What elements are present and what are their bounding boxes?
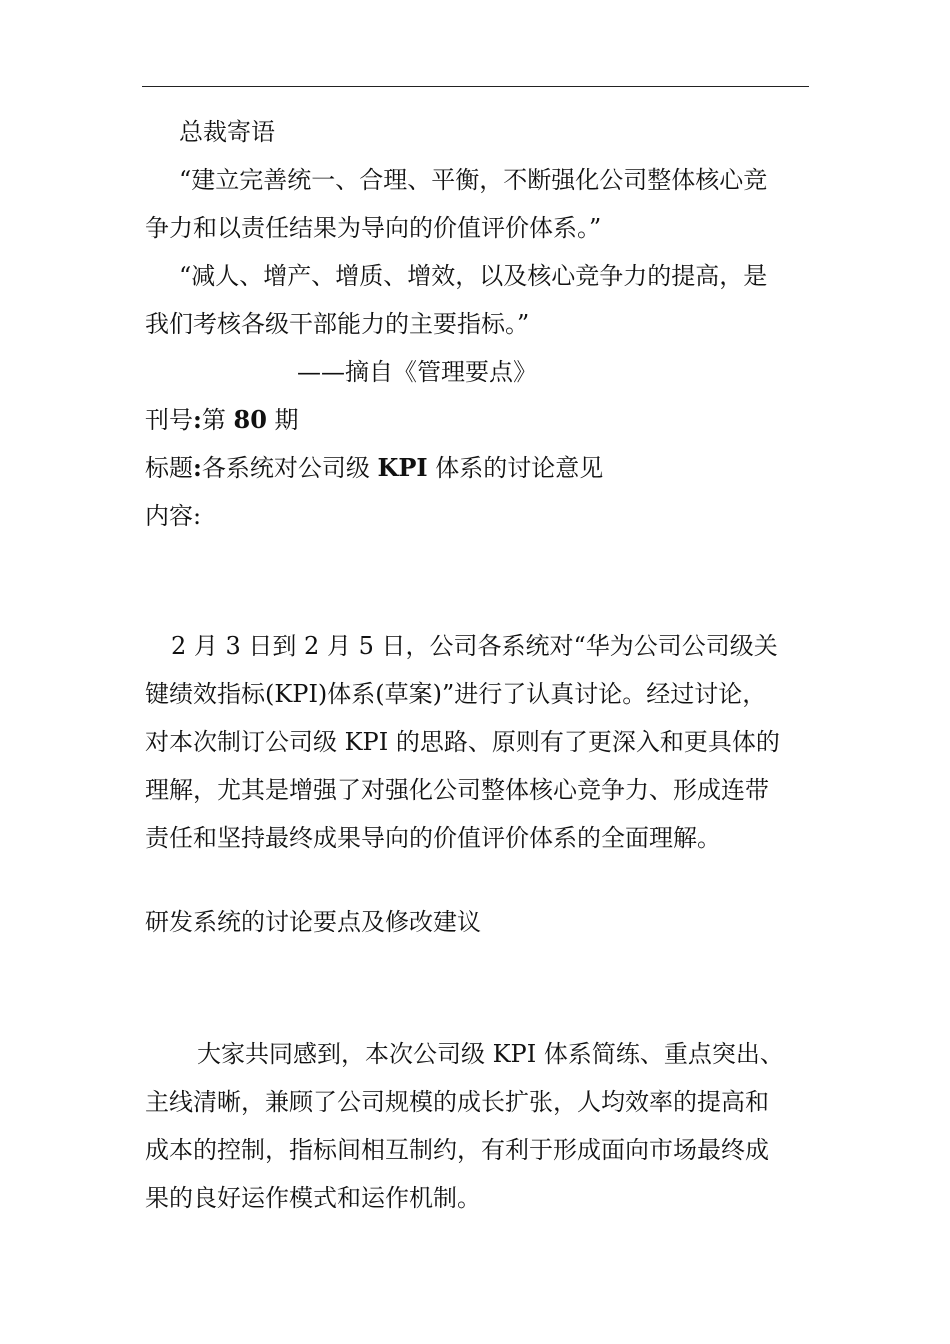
title-kpi: KPI [377, 453, 428, 482]
para-2-line-4: 果的良好运作模式和运作机制。 [145, 1184, 481, 1212]
title-line [145, 444, 808, 492]
motto-quote-2-line-1: “减人、增产、增质、增效，以及核心竞争力的提高，是 [179, 262, 768, 290]
blank-line [145, 540, 808, 588]
issue-colon: : [193, 405, 202, 434]
para-1-line-1: 2 月 3 日到 2 月 5 日，公司各系统对“华为公司公司级关 [171, 632, 778, 660]
motto-heading: 总裁寄语 [179, 118, 275, 146]
header-rule [142, 86, 809, 87]
para-1-line-4: 理解，尤其是增强了对强化公司整体核心竞争力、形成连带 [145, 776, 769, 804]
issue-line [145, 396, 808, 444]
motto-quote-2-line-2: 我们考核各级干部能力的主要指标。” [145, 310, 530, 338]
para-2-line-3: 成本的控制，指标间相互制约，有利于形成面向市场最终成 [145, 1136, 769, 1164]
para-1-line-2: 键绩效指标(KPI)体系(草案)”进行了认真讨论。经过讨论， [145, 680, 767, 708]
section-gap [145, 862, 808, 898]
para-2-line-2: 主线清晰，兼顾了公司规模的成长扩张，人均效率的提高和 [145, 1088, 769, 1116]
paragraph-gap [145, 588, 808, 622]
motto-quote-1-line-2: 争力和以责任结果为导向的价值评价体系。” [145, 214, 602, 242]
section-heading: 研发系统的讨论要点及修改建议 [145, 908, 481, 936]
issue-suffix: 期 [266, 406, 299, 434]
title-after: 体系的讨论意见 [427, 454, 604, 482]
title-label: 标题 [145, 454, 193, 482]
content-label: 内容: [145, 502, 202, 530]
para-2-line-1: 大家共同感到，本次公司级 KPI 体系简练、重点突出、 [197, 1040, 784, 1068]
document-content [145, 108, 808, 1222]
para-1-line-5: 责任和坚持最终成果导向的价值评价体系的全面理解。 [145, 824, 721, 852]
motto-attribution: ——摘自《管理要点》 [297, 358, 537, 386]
issue-prefix: 第 [201, 406, 234, 434]
para-1-line-3: 对本次制订公司级 KPI 的思路、原则有了更深入和更具体的 [145, 728, 780, 756]
issue-label: 刊号 [145, 406, 193, 434]
issue-number: 80 [233, 405, 267, 434]
motto-quote-1-line-1: “建立完善统一、合理、平衡，不断强化公司整体核心竞 [179, 166, 768, 194]
blank-line [145, 946, 808, 994]
paragraph-gap [145, 994, 808, 1030]
title-before: 各系统对公司级 [201, 454, 378, 482]
title-colon: : [193, 453, 202, 482]
